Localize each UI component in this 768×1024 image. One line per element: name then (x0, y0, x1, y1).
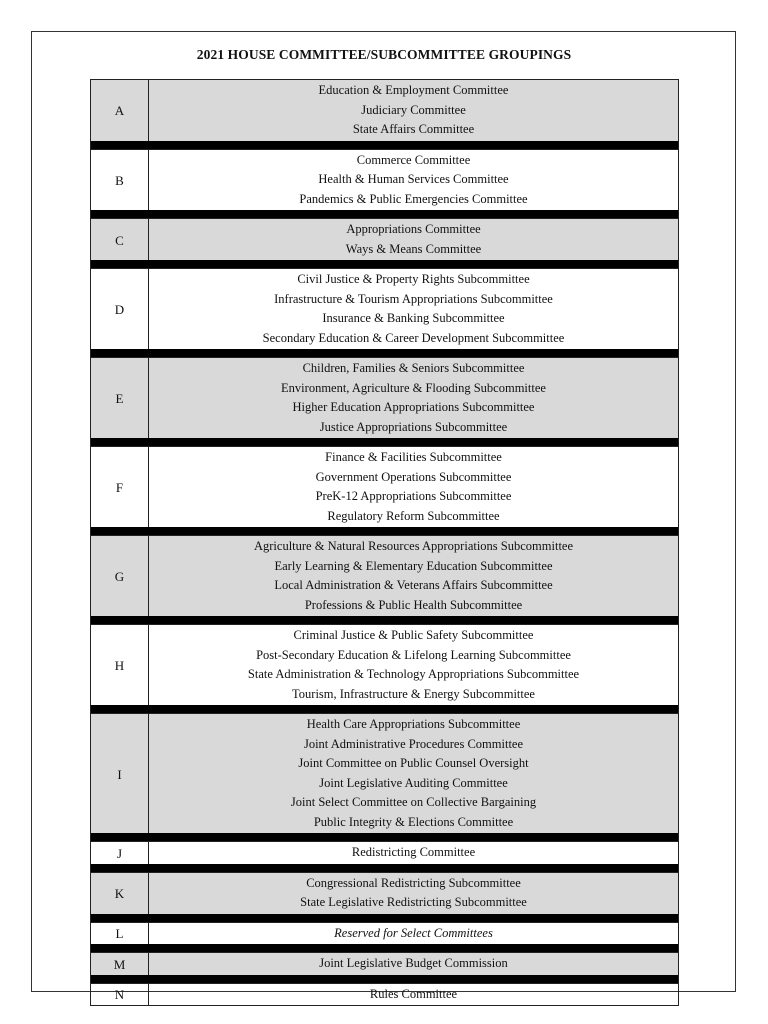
committee-name: Civil Justice & Property Rights Subcommittee (297, 272, 530, 286)
group-letter: A (91, 80, 149, 141)
committee-name: Public Integrity & Elections Committee (313, 814, 514, 829)
committee-list (149, 269, 678, 349)
group-separator (91, 944, 678, 952)
group-row-d (91, 268, 678, 349)
group-row-a (91, 79, 678, 141)
committee-name: Appropriations Committee (346, 222, 481, 236)
committee-name: Children, Families & Seniors Subcommittee (302, 361, 525, 375)
committee-list (149, 447, 678, 527)
committee-name: PreK-12 Appropriations Subcommittee (315, 489, 512, 503)
committee-name: Joint Administrative Procedures Committee (303, 736, 524, 751)
committee-name: Health & Human Services Committee (318, 172, 509, 186)
committee-name: Health Care Appropriations Subcommittee (306, 717, 521, 731)
group-letter: K (91, 873, 149, 914)
committee-name: State Affairs Committee (352, 122, 475, 136)
committee-list (149, 536, 678, 616)
committee-groupings-table (90, 79, 679, 1006)
committee-name: Finance & Facilities Subcommittee (325, 450, 502, 464)
committee-name: Tourism, Infrastructure & Energy Subcommittee (292, 686, 535, 701)
group-row-g (91, 535, 678, 616)
group-letter: E (91, 358, 149, 438)
committee-name: Post-Secondary Education & Lifelong Learning Subcommittee (256, 647, 571, 662)
committee-name: Infrastructure & Tourism Appropriations Subcommittee (274, 291, 553, 306)
committee-list (149, 842, 678, 864)
committee-list (149, 953, 678, 975)
group-row-c (91, 218, 678, 260)
table-bottom-border (91, 1005, 678, 1006)
group-row-i (91, 713, 678, 833)
committee-name: State Legislative Redistricting Subcommittee (300, 895, 527, 909)
group-separator (91, 260, 678, 268)
committee-name: Rules Committee (369, 986, 458, 1001)
committee-name: Government Operations Subcommittee (315, 469, 512, 484)
group-row-k (91, 872, 678, 914)
group-separator (91, 705, 678, 713)
committee-name: Ways & Means Committee (345, 241, 482, 256)
committee-name: Secondary Education & Career Development Subcommittee (262, 330, 565, 345)
group-letter: L (91, 923, 149, 945)
committee-name: Environment, Agriculture & Flooding Subcommittee (281, 380, 546, 395)
group-letter: F (91, 447, 149, 527)
committee-list (149, 358, 678, 438)
committee-name: Justice Appropriations Subcommittee (319, 419, 508, 434)
committee-name: Congressional Redistricting Subcommittee (306, 875, 521, 890)
committee-name: Criminal Justice & Public Safety Subcommittee (293, 628, 534, 642)
committee-list (149, 80, 678, 141)
committee-name: Early Learning & Elementary Education Subcommittee (274, 558, 553, 573)
committee-name: Redistricting Committee (351, 845, 476, 859)
group-separator (91, 141, 678, 149)
document-title: 2021 HOUSE COMMITTEE/SUBCOMMITTEE GROUPINGS (196, 47, 572, 62)
committee-name: Joint Select Committee on Collective Bargaining (290, 795, 537, 809)
group-row-n (91, 983, 678, 1006)
committee-name: Pandemics & Public Emergencies Committee (299, 191, 528, 206)
group-letter: M (91, 953, 149, 975)
group-row-h (91, 624, 678, 705)
committee-list (149, 219, 678, 260)
committee-name: Higher Education Appropriations Subcommittee (292, 400, 535, 414)
group-separator (91, 349, 678, 357)
committee-name: Joint Committee on Public Counsel Oversight (298, 756, 529, 770)
committee-name: Regulatory Reform Subcommittee (327, 508, 500, 523)
committee-name: Professions & Public Health Subcommittee (304, 597, 523, 612)
committee-list (149, 625, 678, 705)
committee-name: Reserved for Select Committees (334, 925, 493, 940)
group-row-m (91, 952, 678, 975)
group-row-l (91, 922, 678, 945)
committee-list (149, 714, 678, 833)
committee-name: Joint Legislative Budget Commission (319, 956, 508, 970)
group-letter: B (91, 150, 149, 211)
group-letter: G (91, 536, 149, 616)
group-letter: H (91, 625, 149, 705)
committee-name: Local Administration & Veterans Affairs Subcommittee (274, 578, 553, 592)
group-letter: N (91, 984, 149, 1006)
group-letter: I (91, 714, 149, 833)
committee-list (149, 984, 678, 1006)
group-separator (91, 527, 678, 535)
group-letter: D (91, 269, 149, 349)
group-row-b (91, 149, 678, 211)
committee-list (149, 150, 678, 211)
committee-name: State Administration & Technology Appropriations Subcommittee (247, 667, 580, 681)
committee-list (149, 873, 678, 914)
group-separator (91, 833, 678, 841)
committee-list (149, 923, 678, 945)
group-letter: C (91, 219, 149, 260)
group-separator (91, 616, 678, 624)
group-letter: J (91, 842, 149, 864)
group-row-f (91, 446, 678, 527)
group-separator (91, 975, 678, 983)
group-separator (91, 864, 678, 872)
group-row-j (91, 841, 678, 864)
committee-name: Judiciary Committee (361, 102, 466, 117)
committee-name: Agriculture & Natural Resources Appropriations Subcommittee (253, 539, 574, 553)
group-separator (91, 210, 678, 218)
group-separator (91, 438, 678, 446)
committee-name: Education & Employment Committee (318, 83, 509, 97)
committee-name: Joint Legislative Auditing Committee (319, 775, 508, 790)
committee-name: Insurance & Banking Subcommittee (322, 311, 505, 325)
committee-name: Commerce Committee (356, 152, 471, 167)
group-row-e (91, 357, 678, 438)
group-separator (91, 914, 678, 922)
